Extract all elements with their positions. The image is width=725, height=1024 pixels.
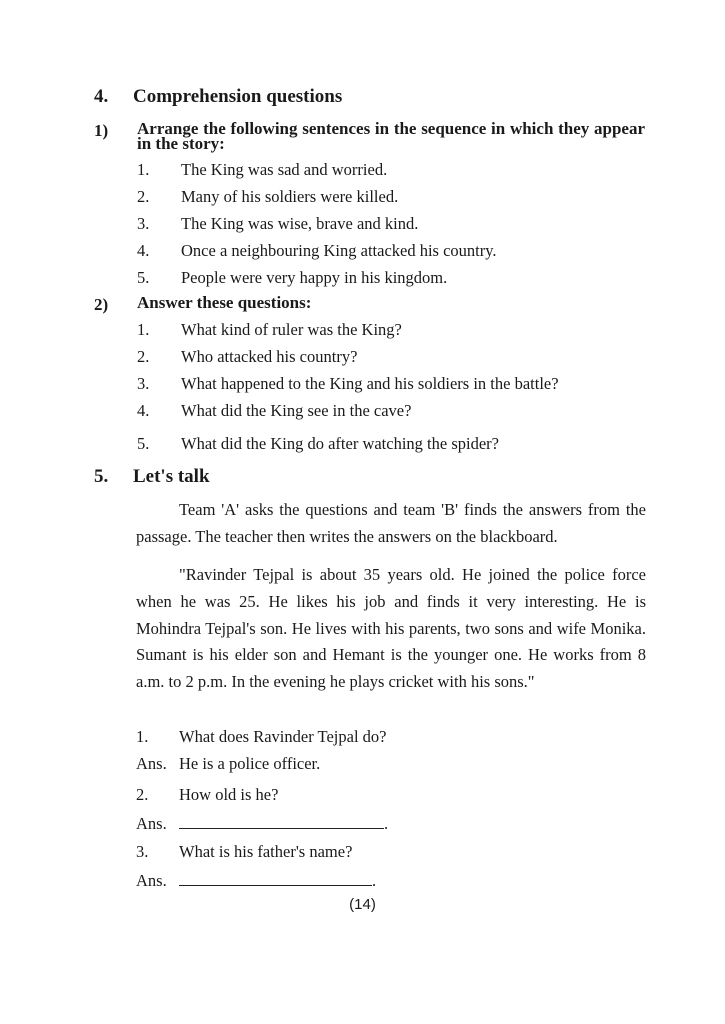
qa-label: Ans. — [136, 871, 167, 890]
qa-label: Ans. — [136, 754, 167, 773]
list-item-number: 5. — [137, 434, 150, 453]
answer-blank: . — [179, 814, 388, 834]
question-title: Answer these questions: — [137, 293, 312, 312]
qa-label: 3. — [136, 842, 149, 861]
list-item-text: What did the King do after watching the spider? — [181, 434, 499, 453]
question-title: Arrange the following sentences in the sequence in which they appear in the story: — [137, 119, 645, 153]
list-item-number: 4. — [137, 401, 150, 420]
section-number: 4. — [94, 86, 109, 107]
section-title: Let's talk — [133, 466, 210, 487]
qa-text: He is a police officer. — [179, 754, 321, 773]
page-number: (14) — [349, 896, 376, 913]
section-number: 5. — [94, 466, 109, 487]
qa-label: Ans. — [136, 814, 167, 833]
list-item-number: 3. — [137, 374, 150, 393]
list-item-text: Once a neighbouring King attacked his country. — [181, 241, 497, 260]
qa-label: 2. — [136, 785, 149, 804]
list-item-number: 4. — [137, 241, 150, 260]
qa-label: 1. — [136, 727, 149, 746]
answer-blank: . — [179, 871, 376, 891]
list-item-text: Many of his soldiers were killed. — [181, 187, 399, 206]
question-number: 2) — [94, 295, 109, 314]
list-item-text: What did the King see in the cave? — [181, 401, 412, 420]
list-item-text: People were very happy in his kingdom. — [181, 268, 448, 287]
list-item-text: Who attacked his country? — [181, 347, 358, 366]
list-item-text: What happened to the King and his soldiers in the battle? — [181, 374, 559, 393]
intro-paragraph: Team 'A' asks the questions and team 'B' finds the answers from the passage. The teacher then writes the answers on the blackboard. — [136, 500, 646, 546]
section-title: Comprehension questions — [133, 86, 343, 107]
list-item-number: 2. — [137, 187, 150, 206]
list-item-text: The King was sad and worried. — [181, 160, 388, 179]
list-item-text: What kind of ruler was the King? — [181, 320, 402, 339]
list-item-number: 3. — [137, 214, 150, 233]
list-item-number: 1. — [137, 160, 150, 179]
list-item-number: 2. — [137, 347, 150, 366]
question-number: 1) — [94, 121, 109, 140]
list-item-number: 1. — [137, 320, 150, 339]
list-item-number: 5. — [137, 268, 150, 287]
qa-text: What is his father's name? — [179, 842, 353, 861]
qa-text: What does Ravinder Tejpal do? — [179, 727, 387, 746]
list-item-text: The King was wise, brave and kind. — [181, 214, 419, 233]
passage-paragraph: "Ravinder Tejpal is about 35 years old. He joined the police force when he was 25. He likes his job and finds it very interesting. He is Mohindra Tejpal's son. He lives with his parents, two sons and wife Monika. Sumant is his elder son and Hemant is the younger one. He works from 8 a.m. to 2 p.m. In the evening he plays cricket with his sons." — [136, 565, 646, 692]
qa-text: How old is he? — [179, 785, 279, 804]
